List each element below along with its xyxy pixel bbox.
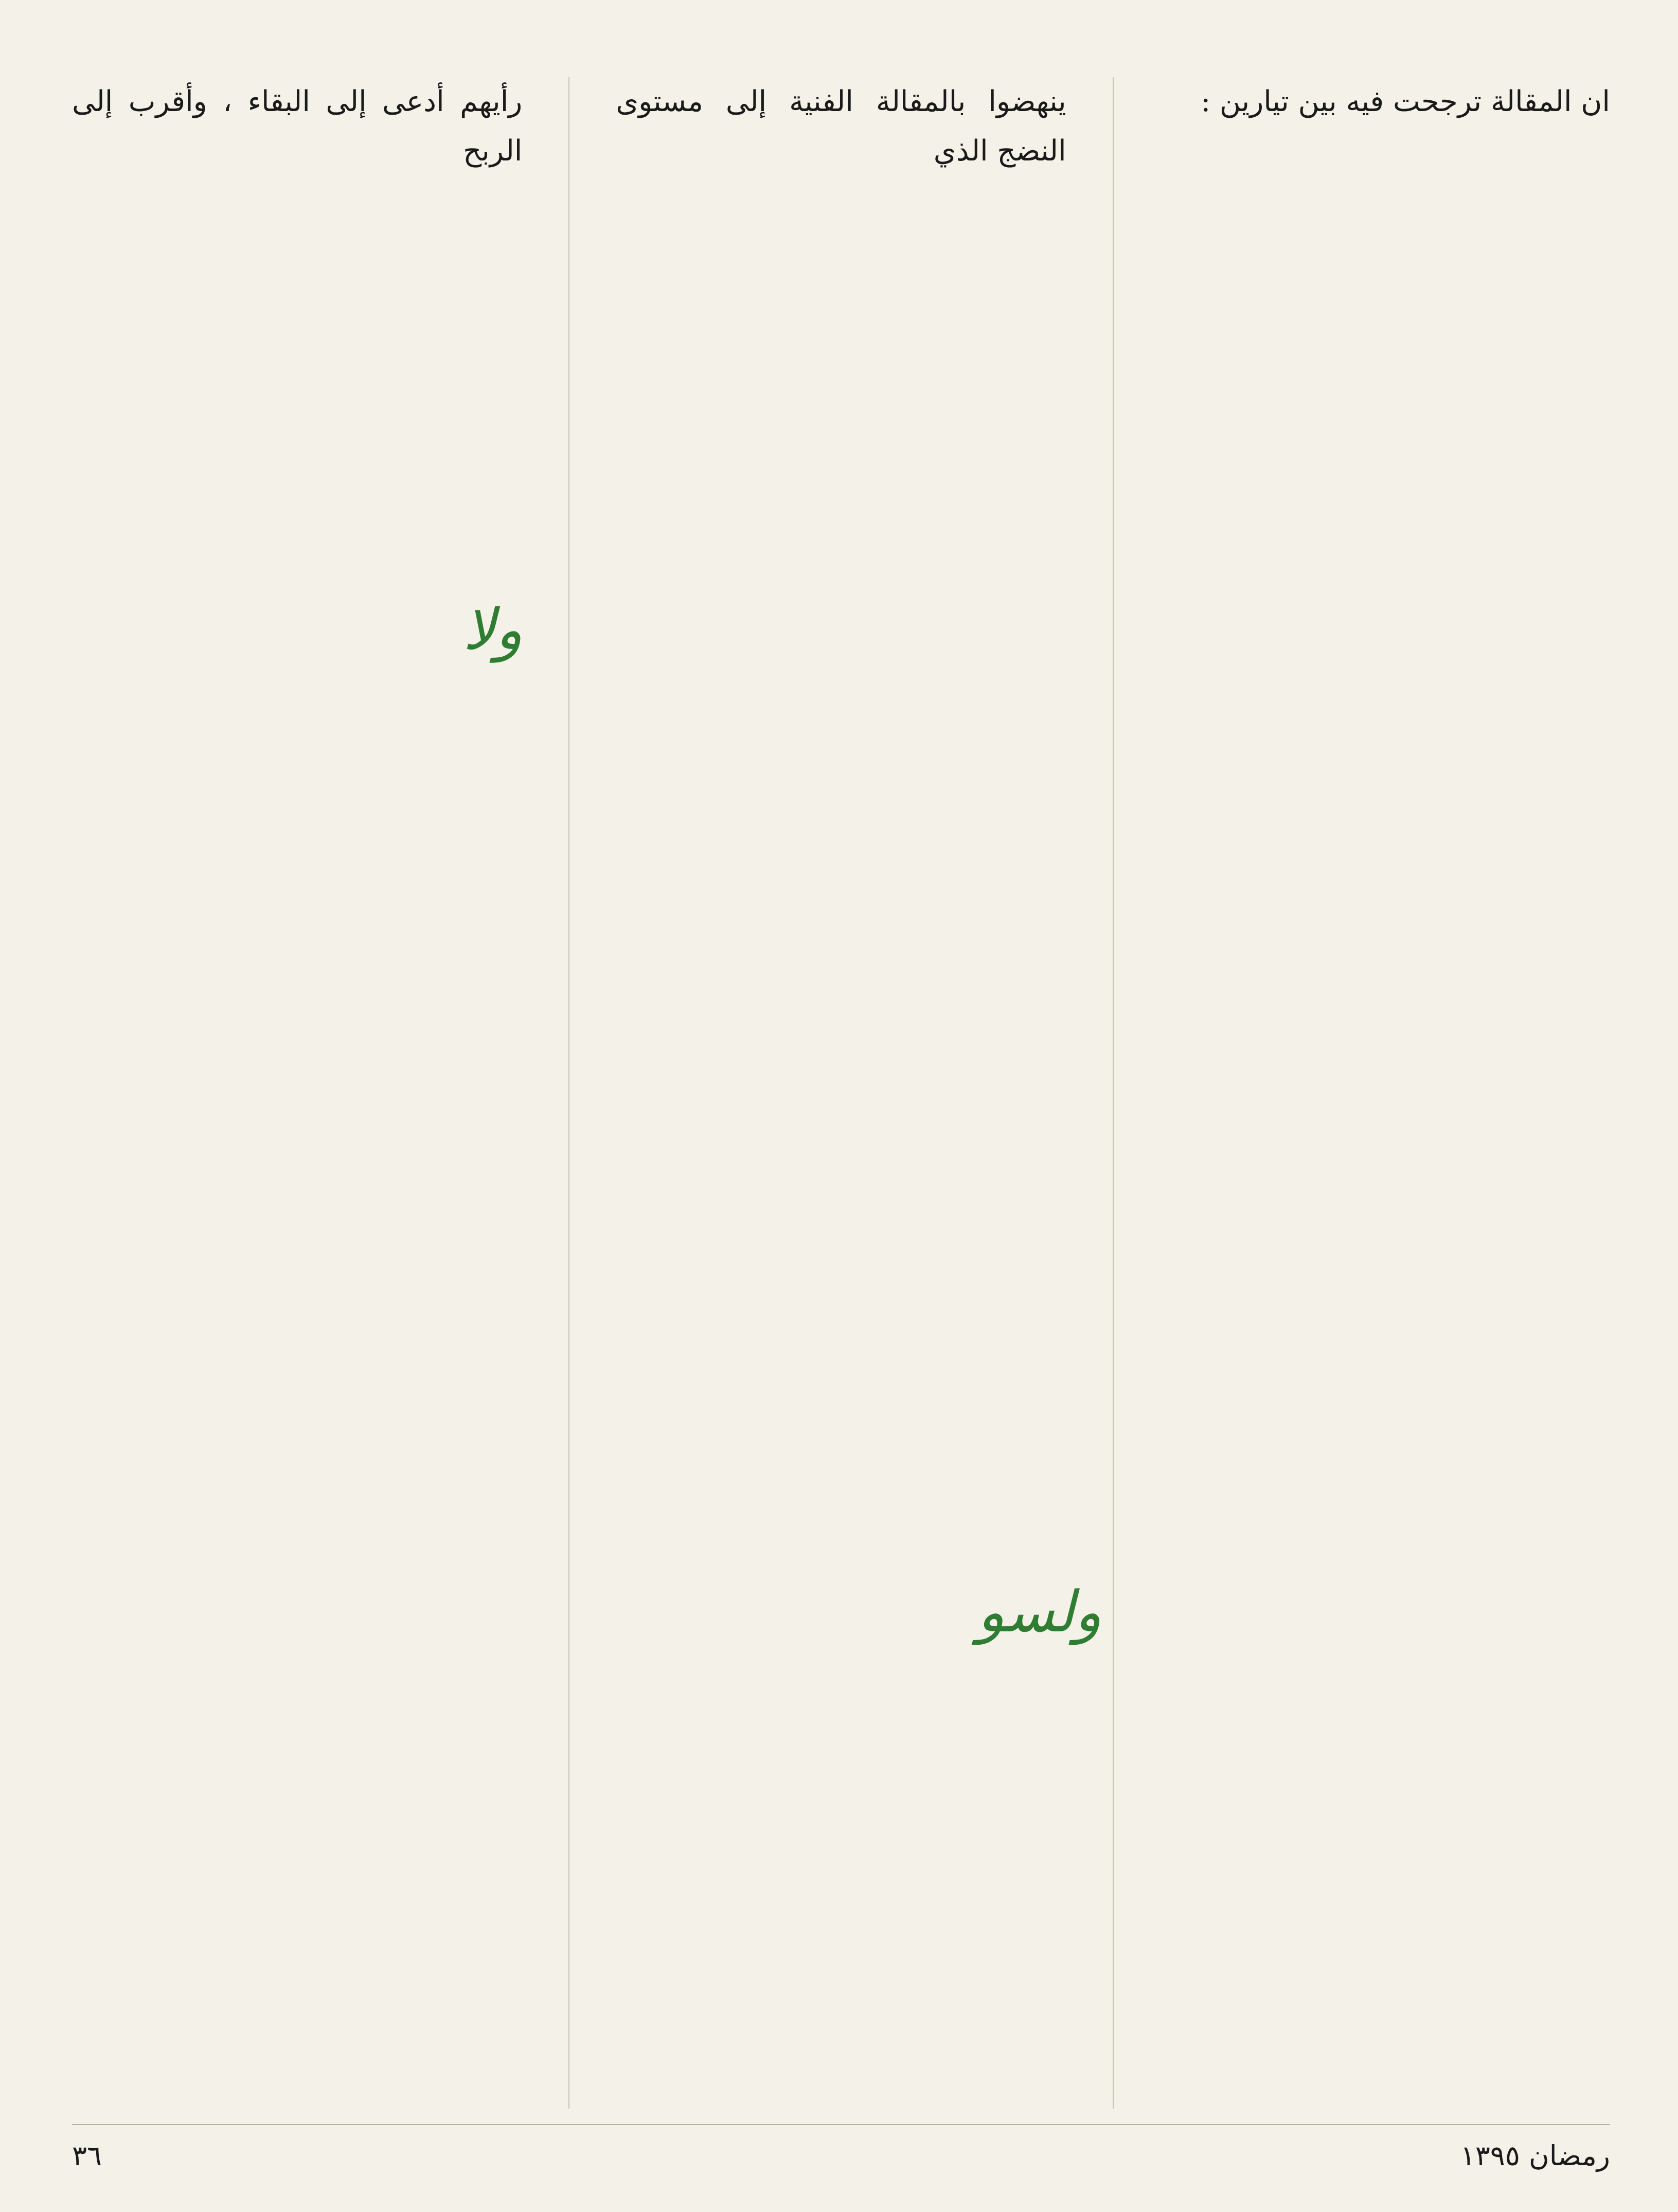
text-columns [72, 77, 1610, 2109]
column-divider [568, 77, 569, 2109]
column-first-line: ينهضوا بالمقالة الفنية إلى مستوى النضج الذي [616, 85, 1066, 168]
column-middle [616, 77, 1066, 2109]
column-first-line: رأيهم أدعى إلى البقاء ، وأقرب إلى الربح [72, 85, 523, 168]
page-footer [72, 2139, 1610, 2172]
column-divider [1113, 77, 1114, 2109]
margin-mark: ولسو [977, 1579, 1102, 1645]
page-number: ٣٦ [72, 2139, 102, 2172]
column-right [1160, 77, 1610, 2109]
issue-date: رمضان ١٣٩٥ [1460, 2139, 1610, 2172]
footer-rule [72, 2124, 1610, 2125]
article-page [72, 77, 1610, 2109]
column-first-line: ان المقالة ترجحت فيه بين تيارين : [1201, 85, 1610, 118]
column-left [72, 77, 522, 2109]
margin-mark: ولا [463, 597, 523, 662]
